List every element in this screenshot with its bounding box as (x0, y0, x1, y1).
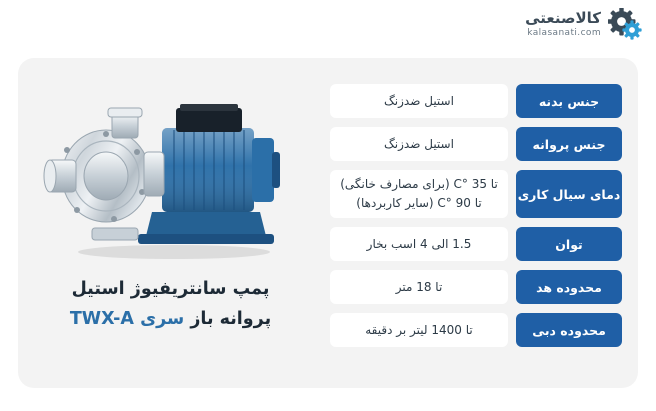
spec-value-fluid-temperature: تا C° 35 (برای مصارف خانگی) تا C° 90 (سایر کاربردها) (330, 170, 508, 218)
brand-name-en: kalasanati.com (527, 28, 601, 39)
spec-value-power: 1.5 الی 4 اسب بخار (330, 227, 508, 261)
table-row (330, 127, 622, 161)
product-spec-card (18, 58, 638, 388)
table-row (330, 170, 622, 218)
brand-text (525, 11, 601, 38)
gear-icon (608, 8, 642, 42)
brand-logo (525, 8, 642, 42)
spec-label-impeller-material: جنس پروانه (516, 127, 622, 161)
spec-label-body-material: جنس بدنه (516, 84, 622, 118)
table-row (330, 313, 622, 347)
product-model: TWX-A (69, 308, 134, 329)
spec-value-head-range: تا 18 متر (330, 270, 508, 304)
spec-label-fluid-temperature: دمای سیال کاری (516, 170, 622, 218)
product-section (28, 70, 313, 380)
spec-value-body-material: استیل ضدزنگ (330, 84, 508, 118)
table-row (330, 270, 622, 304)
product-title-line2 (28, 305, 313, 335)
product-title (28, 275, 313, 335)
centrifugal-pump-image (34, 80, 306, 270)
product-series-label: سری (140, 308, 185, 329)
table-row (330, 84, 622, 118)
spec-table (330, 84, 622, 347)
spec-value-impeller-material: استیل ضدزنگ (330, 127, 508, 161)
spec-label-power: توان (516, 227, 622, 261)
product-title-line1: پمپ سانتریفیوژ استیل (71, 279, 270, 299)
spec-label-head-range: محدوده هد (516, 270, 622, 304)
table-row (330, 227, 622, 261)
brand-name-fa: کالاصنعتی (525, 9, 601, 28)
product-title-line2-prefix: پروانه باز (190, 308, 272, 329)
spec-value-flow-range: تا 1400 لیتر بر دقیقه (330, 313, 508, 347)
spec-label-flow-range: محدوده دبی (516, 313, 622, 347)
